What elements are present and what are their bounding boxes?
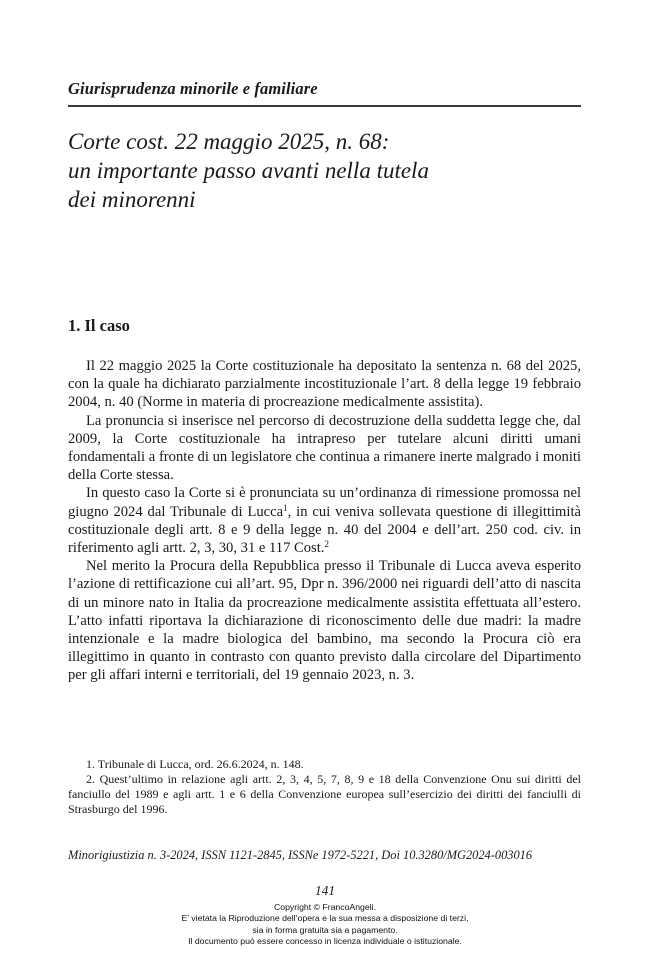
footnotes bbox=[68, 757, 581, 817]
footnote: 1. Tribunale di Lucca, ord. 26.6.2024, n. 148. bbox=[86, 757, 304, 771]
section-rubric: Giurisprudenza minorile e familiare bbox=[68, 79, 318, 98]
copyright-line: Copyright © FrancoAngeli. bbox=[273, 902, 376, 912]
paragraph bbox=[68, 357, 581, 412]
paragraph bbox=[68, 412, 581, 485]
footnote: 2. Quest’ultimo in relazione agli artt. 2, 3, 4, 5, 7, 8, 9 e 18 della Convenzione Onu sui diritti del fanciullo del 1989 e agli artt. 1 e 6 della Convenzione europea sull’esercizio dei diritti dei fanciulli di Strasburgo del 1996. bbox=[68, 772, 581, 816]
footnote-ref[interactable]: 1 bbox=[283, 502, 288, 513]
title-line: un importante passo avanti nella tutela bbox=[68, 158, 429, 183]
copyright-notice bbox=[0, 902, 650, 948]
title-line: dei minorenni bbox=[68, 187, 196, 212]
paragraph-text: , in cui veniva sollevata questione di illegittimità costituzionale degli artt. 8 e 9 della legge n. 40 del 2004 e dell’art. 250 cod. civ. in riferimento agli artt. 2, 3, 30, 31 e 117 Cost. bbox=[68, 503, 581, 557]
title-line: Corte cost. 22 maggio 2025, n. 68: bbox=[68, 129, 390, 154]
copyright-line: Il documento può essere concesso in licenza individuale o istituzionale. bbox=[188, 936, 462, 947]
paragraph-text: Nel merito la Procura della Repubblica presso il Tribunale di Lucca aveva esperito l’azione di rettificazione cui all’art. 95, Dpr n. 396/2000 nei riguardi dell’atto di nascita di un minore nato in Italia da procreazione medicalmente assistita effettuata all’estero. L’atto infatti riportava la dichiarazione di riconoscimento delle due madri: la madre intenzionale e la madre biologica del bambino, ma secondo la Procura ciò era illegittimo in quanto in contrasto con quanto previsto dalla circolare del Dipartimento per gli affari interni e territoriali, del 19 gennaio 2023, n. 3. bbox=[68, 558, 581, 684]
paragraph-text: In questo caso la Corte si è pronunciata su un’ordinanza di rimessione promossa nel giugno 2024 dal Tribunale di Lucca bbox=[68, 485, 581, 520]
body-text bbox=[68, 357, 581, 685]
article-title bbox=[68, 127, 581, 214]
paragraph-text: Il 22 maggio 2025 la Corte costituzionale ha depositato la sentenza n. 68 del 2025, con la quale ha dichiarato parzialmente incostituzionale l’art. 8 della legge 19 febbraio 2004, n. 40 (Norme in materia di procreazione medicalmente assistita). bbox=[68, 358, 581, 411]
paragraph bbox=[68, 557, 581, 684]
page-number: 141 bbox=[314, 883, 336, 898]
section-heading: 1. Il caso bbox=[68, 316, 130, 335]
copyright-line: E’ vietata la Riproduzione dell’opera e la sua messa a disposizione di terzi, bbox=[181, 913, 469, 924]
header-divider bbox=[68, 105, 581, 107]
paragraph-text: La pronuncia si inserisce nel percorso di decostruzione della suddetta legge che, dal 2009, la Corte costituzionale ha intrapreso per tutelare alcuni diritti umani fondamentali a fronte di un legislatore che continua a rimanere inerte malgrado i moniti della Corte stessa. bbox=[68, 412, 581, 484]
journal-citation: Minorigiustizia n. 3-2024, ISSN 1121-2845, ISSNe 1972-5221, Doi 10.3280/MG2024-003016 bbox=[68, 848, 533, 862]
copyright-line: sia in forma gratuita sia a pagamento. bbox=[252, 924, 398, 935]
paragraph bbox=[68, 484, 581, 557]
footnote-ref[interactable]: 2 bbox=[324, 539, 329, 550]
